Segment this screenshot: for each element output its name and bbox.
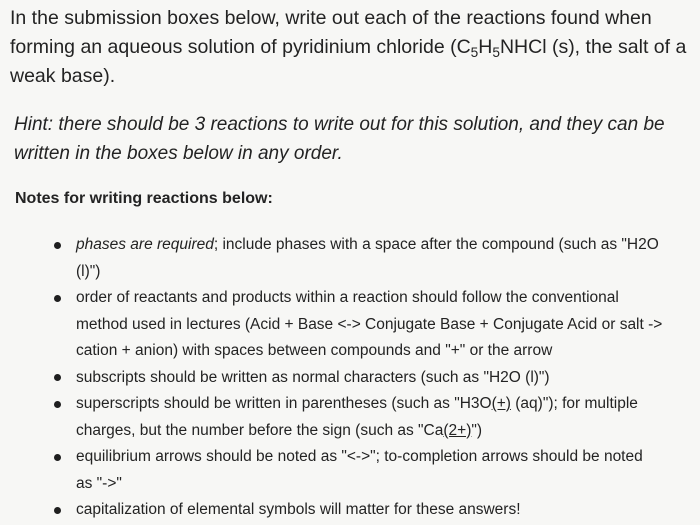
note-text: ; include phases with a space after the compound (such as "H2O — [213, 236, 659, 253]
note-emphasis: phases are required — [76, 236, 214, 253]
note-text: superscripts should be written in parentheses (such as "H3O — [76, 395, 492, 412]
formula-subscript: 5 — [470, 45, 479, 60]
intro-line-3: weak base). — [10, 65, 116, 87]
bullet-icon — [54, 454, 61, 461]
bullet-icon — [54, 507, 61, 514]
hint-text — [14, 110, 700, 168]
list-item — [0, 391, 700, 444]
formula-subscript: 5 — [492, 45, 500, 60]
note-line — [76, 391, 700, 418]
bullet-icon — [54, 401, 61, 408]
list-item — [0, 285, 700, 365]
note-text: charges, but the number before the sign (such as "Ca — [76, 421, 444, 439]
note-line: as "->" — [76, 474, 122, 492]
hint-line-1: Hint: there should be 3 reactions to write out for this solution, and they can be — [14, 114, 665, 135]
underlined-charge: (+) — [491, 395, 511, 412]
intro-line-1: In the submission boxes below, write out each of the reactions found when — [10, 7, 652, 29]
underlined-charge: (2+) — [443, 421, 472, 439]
list-item — [0, 444, 700, 497]
note-line: (l)") — [76, 262, 101, 280]
intro-line-2-post: NHCl (s), the salt of a — [499, 36, 687, 58]
list-item — [0, 232, 700, 285]
note-line — [76, 232, 700, 259]
note-line: order of reactants and products within a reaction should follow the conventional — [76, 289, 619, 306]
note-line: equilibrium arrows should be noted as "<->"; to-completion arrows should be noted — [76, 448, 643, 465]
note-line: capitalization of elemental symbols will matter for these answers! — [76, 501, 521, 518]
note-line: subscripts should be written as normal characters (such as "H2O (l)") — [76, 368, 550, 386]
note-line — [76, 418, 700, 445]
note-line: method used in lectures (Acid + Base <-> Conjugate Base + Conjugate Acid or salt -> — [76, 315, 663, 333]
bullet-icon — [54, 374, 61, 381]
list-item — [0, 497, 700, 524]
hint-line-2: written in the boxes below in any order. — [14, 143, 343, 164]
notes-title: Notes for writing reactions below: — [15, 190, 273, 207]
bullet-icon — [54, 295, 61, 302]
list-item — [0, 365, 700, 392]
note-text: ") — [471, 421, 483, 439]
intro-line-2 — [10, 33, 700, 62]
note-line: cation + anion) with spaces between compounds and "+" or the arrow — [76, 342, 553, 359]
bullet-icon — [54, 242, 61, 249]
intro-line-2-pre: forming an aqueous solution of pyridinium chloride (C — [10, 36, 471, 58]
note-text: (aq)"); for multiple — [510, 395, 638, 412]
formula-part: H — [478, 36, 493, 58]
question-intro — [10, 4, 700, 91]
notes-list — [0, 232, 700, 524]
